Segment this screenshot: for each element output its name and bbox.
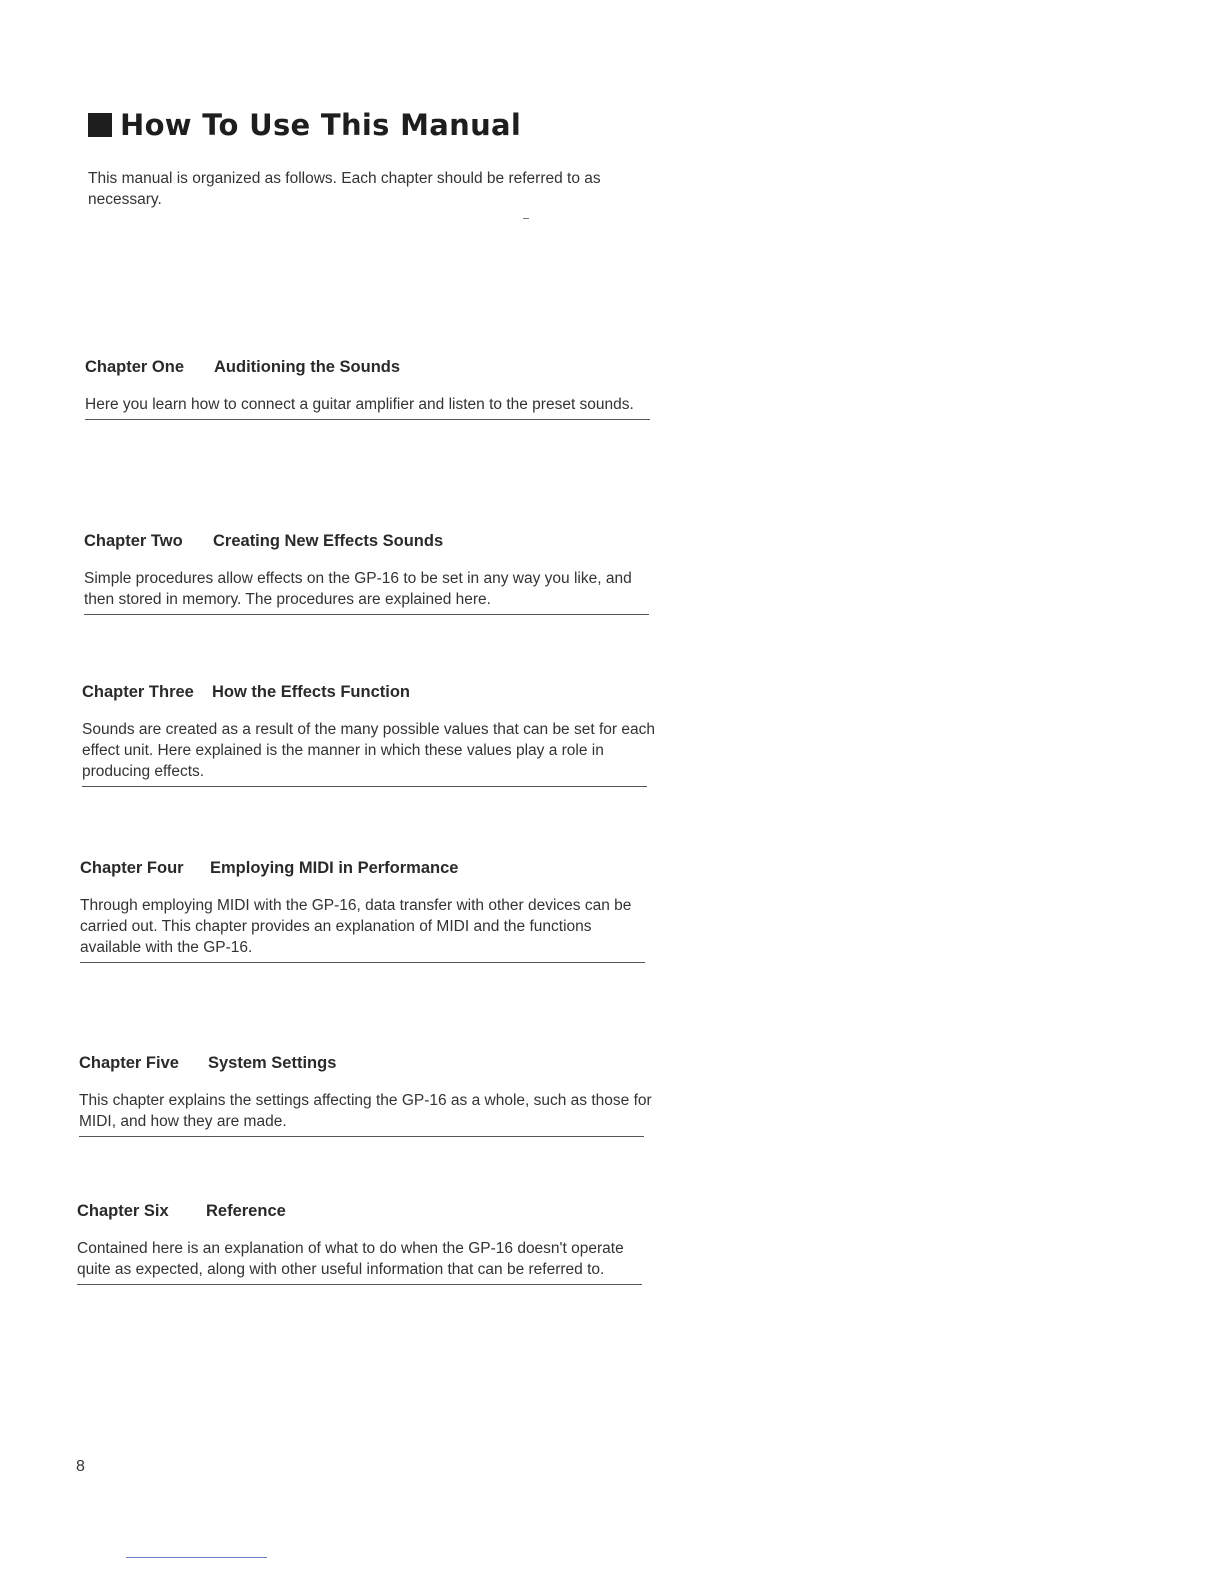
chapter-section-four: [80, 859, 652, 963]
chapter-title: Auditioning the Sounds: [214, 358, 401, 376]
chapter-number: Chapter Two: [84, 532, 183, 550]
chapter-section-two: [84, 532, 656, 615]
chapter-title: Employing MIDI in Performance: [210, 859, 459, 877]
chapter-title: System Settings: [208, 1054, 337, 1072]
chapter-divider: [79, 1136, 644, 1137]
chapter-header: [79, 1054, 651, 1073]
chapter-title: Creating New Effects Sounds: [213, 532, 444, 550]
chapter-description: Through employing MIDI with the GP-16, data transfer with other devices can be carried out. This chapter provides an explanation of MIDI and the functions available with the GP-16.: [80, 897, 632, 956]
chapter-header: [80, 859, 652, 878]
page-number: 8: [76, 1458, 85, 1475]
chapter-description: Here you learn how to connect a guitar amplifier and listen to the preset sounds.: [85, 396, 634, 413]
chapter-description: This chapter explains the settings affecting the GP-16 as a whole, such as those for MIDI, and how they are made.: [79, 1092, 652, 1130]
page-title-text: How To Use This Manual: [120, 108, 522, 142]
chapter-divider: [80, 962, 645, 963]
chapter-divider: [85, 419, 650, 420]
chapter-number: Chapter Five: [79, 1054, 179, 1072]
square-bullet-icon: [88, 113, 112, 137]
chapter-section-six: [77, 1202, 649, 1285]
chapter-number: Chapter Four: [80, 859, 184, 877]
chapter-header: [84, 532, 656, 551]
chapter-header: [85, 358, 657, 377]
chapter-section-three: [82, 683, 654, 787]
chapter-number: Chapter One: [85, 358, 185, 376]
chapter-number: Chapter Three: [82, 683, 194, 701]
chapter-divider: [77, 1284, 642, 1285]
footer-rule: [126, 1557, 267, 1558]
chapter-header: [82, 683, 654, 702]
page-title: [88, 108, 521, 142]
intro-paragraph: This manual is organized as follows. Each chapter should be referred to as necessary.: [88, 170, 601, 208]
chapter-divider: [82, 786, 647, 787]
chapter-description: Contained here is an explanation of what to do when the GP-16 doesn't operate quite as expected, along with other useful information that can be referred to.: [77, 1240, 624, 1278]
chapter-number: Chapter Six: [77, 1202, 169, 1220]
stray-mark: [523, 218, 529, 219]
chapter-section-five: [79, 1054, 651, 1137]
chapter-section-one: [85, 358, 657, 420]
chapter-description: Sounds are created as a result of the many possible values that can be set for each effect unit. Here explained is the manner in which these values play a role in producing effects.: [82, 721, 655, 780]
chapter-divider: [84, 614, 649, 615]
chapter-description: Simple procedures allow effects on the GP-16 to be set in any way you like, and then stored in memory. The procedures are explained here.: [84, 570, 632, 608]
chapter-header: [77, 1202, 649, 1221]
chapter-title: Reference: [206, 1202, 286, 1220]
chapter-title: How the Effects Function: [212, 683, 410, 701]
